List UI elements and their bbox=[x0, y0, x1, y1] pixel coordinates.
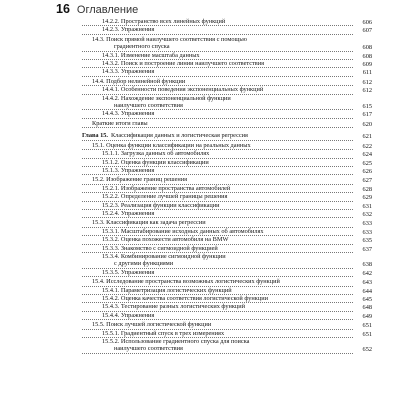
toc-entry[interactable] bbox=[82, 303, 372, 311]
toc-page-number: 615 bbox=[362, 103, 372, 111]
toc-entry-text: 15.1.1. Загрузка данных об автомобилях bbox=[102, 150, 210, 158]
toc-entry-title bbox=[82, 260, 353, 268]
toc-entry[interactable] bbox=[82, 193, 372, 201]
toc-entry-title bbox=[82, 176, 353, 184]
toc-page-number: 621 bbox=[362, 133, 372, 141]
toc-page-number: 612 bbox=[362, 78, 372, 86]
toc-entry[interactable] bbox=[82, 202, 372, 210]
toc-entry-title bbox=[82, 86, 353, 94]
toc-entry-title bbox=[82, 312, 353, 320]
toc-entry[interactable] bbox=[82, 110, 372, 118]
toc-entry[interactable] bbox=[82, 185, 372, 193]
toc-page-number: 629 bbox=[362, 194, 372, 202]
toc-page-number: 651 bbox=[362, 322, 372, 330]
toc-entry-text: 14.2.3. Упражнения bbox=[102, 26, 155, 34]
toc-entry-title bbox=[82, 245, 353, 253]
toc-entry-text: 15.5.1. Градиентный спуск в трех измерениях bbox=[102, 329, 225, 337]
toc-entry[interactable] bbox=[82, 167, 372, 175]
toc-entry-text: наилучшего соответствия bbox=[114, 345, 183, 353]
toc-entry[interactable] bbox=[82, 150, 372, 158]
toc-page-number: 622 bbox=[362, 142, 372, 150]
toc-entry-text: 15.4. Исследование пространства возможных логистических функций bbox=[92, 278, 280, 286]
toc-entry-title bbox=[82, 142, 353, 150]
toc-entry-text: 15.1. Оценка функции классификации на реальных данных bbox=[92, 141, 251, 149]
toc-entry-title bbox=[82, 68, 353, 76]
toc-entry-title bbox=[82, 26, 353, 34]
toc-entry-title bbox=[82, 253, 353, 260]
toc-entry-title bbox=[82, 236, 353, 244]
toc-entry-text: 15.3.1. Масштабирование исходных данных об автомобилях bbox=[102, 227, 264, 235]
toc-page-number: 635 bbox=[362, 237, 372, 245]
toc-entry-text: 15.4.1. Параметризация логистических функций bbox=[102, 286, 232, 294]
toc-page-number: 617 bbox=[362, 111, 372, 119]
toc-entry[interactable] bbox=[82, 312, 372, 320]
toc-page-number: 607 bbox=[362, 27, 372, 35]
toc-entry-title bbox=[82, 36, 353, 43]
toc-entry-text: 15.2.3. Реализация функции классификации bbox=[102, 201, 220, 209]
toc-entry[interactable] bbox=[82, 120, 372, 128]
toc-chapter-entry[interactable] bbox=[82, 132, 372, 140]
toc-entry[interactable] bbox=[82, 228, 372, 236]
toc-entry[interactable] bbox=[82, 36, 372, 43]
toc-entry[interactable] bbox=[82, 26, 372, 34]
toc-page-number: 624 bbox=[362, 151, 372, 159]
toc-page-number: 608 bbox=[362, 52, 372, 60]
toc-page-number: 645 bbox=[362, 296, 372, 303]
toc-entry[interactable] bbox=[82, 345, 372, 353]
toc-entry-text: Краткие итоги главы bbox=[92, 119, 148, 127]
toc-entry[interactable] bbox=[82, 68, 372, 76]
toc-entry-text: 15.1.2. Оценка функции классификации bbox=[102, 158, 209, 166]
toc-entry[interactable] bbox=[82, 86, 372, 94]
toc-page-number: 631 bbox=[362, 202, 372, 210]
toc-entry-title bbox=[82, 52, 353, 60]
toc-page-number: 648 bbox=[362, 304, 372, 312]
toc-entry-title bbox=[82, 167, 353, 175]
toc-page-number: 651 bbox=[362, 330, 372, 338]
toc-entry-title bbox=[82, 193, 353, 201]
toc-entry-text: 14.3. Поиск прямой наилучшего соответствия с помощью bbox=[92, 35, 247, 43]
toc-page-number: 627 bbox=[362, 177, 372, 185]
toc-entry-title bbox=[82, 102, 353, 110]
toc-page-number: 606 bbox=[362, 19, 372, 26]
toc-entry-text: 15.4.2. Оценка качества соответствия логистической функции bbox=[102, 295, 268, 302]
page-header bbox=[56, 2, 384, 18]
toc-entry-text: 15.2.4. Упражнения bbox=[102, 209, 155, 217]
toc-entry-text: 15.3.5. Упражнения bbox=[102, 268, 155, 276]
toc-entry-text: с другими функциями bbox=[114, 260, 174, 268]
toc-entry-text: 15.4.4. Упражнения bbox=[102, 311, 155, 319]
toc-page-number: 608 bbox=[362, 44, 372, 52]
toc-entry-text: 15.2.1. Изображение пространства автомобилей bbox=[102, 184, 231, 192]
toc-entry-text: наилучшего соответствия bbox=[114, 102, 183, 110]
toc-entry[interactable] bbox=[82, 159, 372, 167]
toc-entry-text: 14.4.1. Особенности поведения экспоненциальных функций bbox=[102, 86, 264, 94]
running-title: Оглавление bbox=[76, 4, 139, 16]
toc-entry-title bbox=[82, 269, 353, 277]
toc-entry[interactable] bbox=[82, 330, 372, 338]
toc-entry-title bbox=[82, 95, 353, 102]
toc-entry-title bbox=[82, 60, 353, 68]
toc-entry-title bbox=[82, 303, 353, 311]
toc-entry[interactable] bbox=[82, 210, 372, 218]
page-number: 16 bbox=[56, 2, 70, 16]
toc-entry-title bbox=[82, 278, 353, 286]
toc-entry-title bbox=[82, 150, 353, 158]
toc-entry-text: 15.2. Изображение границ решения bbox=[92, 176, 188, 184]
toc-page-number: 633 bbox=[362, 220, 372, 228]
toc-page-number: 632 bbox=[362, 210, 372, 218]
toc-page-number: 642 bbox=[362, 269, 372, 277]
toc-entry-title bbox=[82, 202, 353, 210]
toc-entry[interactable] bbox=[82, 78, 372, 86]
toc-entry-text: 14.4.2. Нахождение экспоненциальной функции bbox=[102, 94, 231, 102]
toc-entry-title bbox=[82, 43, 353, 51]
toc-entry-text: 14.3.2. Поиск и построение линии наилучшего соответствия bbox=[102, 60, 264, 68]
toc-page-number: 643 bbox=[362, 279, 372, 287]
toc-page-number: 637 bbox=[362, 245, 372, 253]
toc-page-number: 611 bbox=[362, 69, 372, 77]
toc-entry-text: 14.4. Подбор нелинейной функции bbox=[92, 77, 186, 85]
toc-entry-title bbox=[82, 120, 353, 128]
toc-entry-title bbox=[82, 287, 353, 295]
toc-page-number: 609 bbox=[362, 61, 372, 69]
table-of-contents bbox=[82, 18, 372, 354]
toc-entry-text: 15.4.3. Тестирование разных логистических функций bbox=[102, 303, 246, 311]
toc-entry[interactable] bbox=[82, 245, 372, 253]
toc-entry-title bbox=[82, 228, 353, 236]
toc-entry-text: 15.3.2. Оценка похожести автомобиля на BMW bbox=[102, 236, 229, 244]
toc-entry[interactable] bbox=[82, 95, 372, 102]
toc-entry-title bbox=[82, 185, 353, 193]
toc-entry-title bbox=[82, 159, 353, 167]
toc-entry[interactable] bbox=[82, 253, 372, 260]
toc-entry-text: 15.3.3. Знакомство с сигмоидной функцией bbox=[102, 244, 218, 252]
toc-entry-title bbox=[82, 219, 353, 227]
toc-entry-title bbox=[82, 321, 353, 329]
toc-entry-text: 14.2.2. Пространство всех линейных функций bbox=[102, 18, 226, 25]
toc-entry[interactable] bbox=[82, 321, 372, 329]
toc-entry[interactable] bbox=[82, 18, 372, 26]
toc-page-number: 620 bbox=[362, 120, 372, 128]
toc-page-number: 626 bbox=[362, 167, 372, 175]
toc-entry[interactable] bbox=[82, 219, 372, 227]
toc-entry[interactable] bbox=[82, 236, 372, 244]
toc-page-number: 649 bbox=[362, 312, 372, 320]
toc-entry-title bbox=[82, 345, 353, 353]
toc-entry-text: 15.3.4. Комбинирование сигмоидной функции bbox=[102, 252, 226, 260]
toc-page-number: 638 bbox=[362, 261, 372, 269]
toc-entry-text: Классификация данных и логистическая регрессия bbox=[110, 132, 248, 140]
toc-entry-text: 15.5.2. Использование градиентного спуска для поиска bbox=[102, 338, 250, 346]
toc-page-number: 612 bbox=[362, 87, 372, 95]
toc-entry-text: 15.2.2. Определение лучшей границы решения bbox=[102, 193, 228, 201]
toc-entry-text: 14.4.3. Упражнения bbox=[102, 110, 155, 118]
toc-entry[interactable] bbox=[82, 43, 372, 51]
toc-entry[interactable] bbox=[82, 295, 372, 303]
toc-entry[interactable] bbox=[82, 102, 372, 110]
toc-entry-title bbox=[82, 18, 353, 26]
toc-entry[interactable] bbox=[82, 338, 372, 345]
toc-entry[interactable] bbox=[82, 287, 372, 295]
toc-page-number: 652 bbox=[362, 346, 372, 354]
toc-entry-title bbox=[82, 78, 353, 86]
toc-entry-title bbox=[82, 338, 353, 345]
toc-page-number: 628 bbox=[362, 185, 372, 193]
toc-entry-text: 15.1.3. Упражнения bbox=[102, 166, 155, 174]
toc-entry-text: градиентного спуска bbox=[114, 43, 170, 51]
toc-entry-text: 15.5. Поиск лучшей логистической функции bbox=[92, 321, 212, 329]
toc-entry-text: 15.3. Классификация как задача регрессии bbox=[92, 219, 206, 227]
toc-entry-title bbox=[82, 295, 353, 303]
toc-entry[interactable] bbox=[82, 278, 372, 286]
toc-page-number: 633 bbox=[362, 228, 372, 236]
toc-entry-text: 14.3.1. Изменение масштаба данных bbox=[102, 51, 200, 59]
toc-entry[interactable] bbox=[82, 176, 372, 184]
toc-entry-title bbox=[82, 110, 353, 118]
chapter-label: Глава 15. bbox=[82, 132, 108, 140]
toc-entry-text: 14.3.3. Упражнения bbox=[102, 68, 155, 76]
toc-entry[interactable] bbox=[82, 142, 372, 150]
toc-entry[interactable] bbox=[82, 52, 372, 60]
toc-entry-title bbox=[82, 330, 353, 338]
toc-entry[interactable] bbox=[82, 260, 372, 268]
toc-page-number: 644 bbox=[362, 287, 372, 295]
toc-page-number: 625 bbox=[362, 159, 372, 167]
toc-entry-title bbox=[82, 210, 353, 218]
toc-entry[interactable] bbox=[82, 269, 372, 277]
toc-entry-title bbox=[82, 132, 353, 140]
toc-entry[interactable] bbox=[82, 60, 372, 68]
